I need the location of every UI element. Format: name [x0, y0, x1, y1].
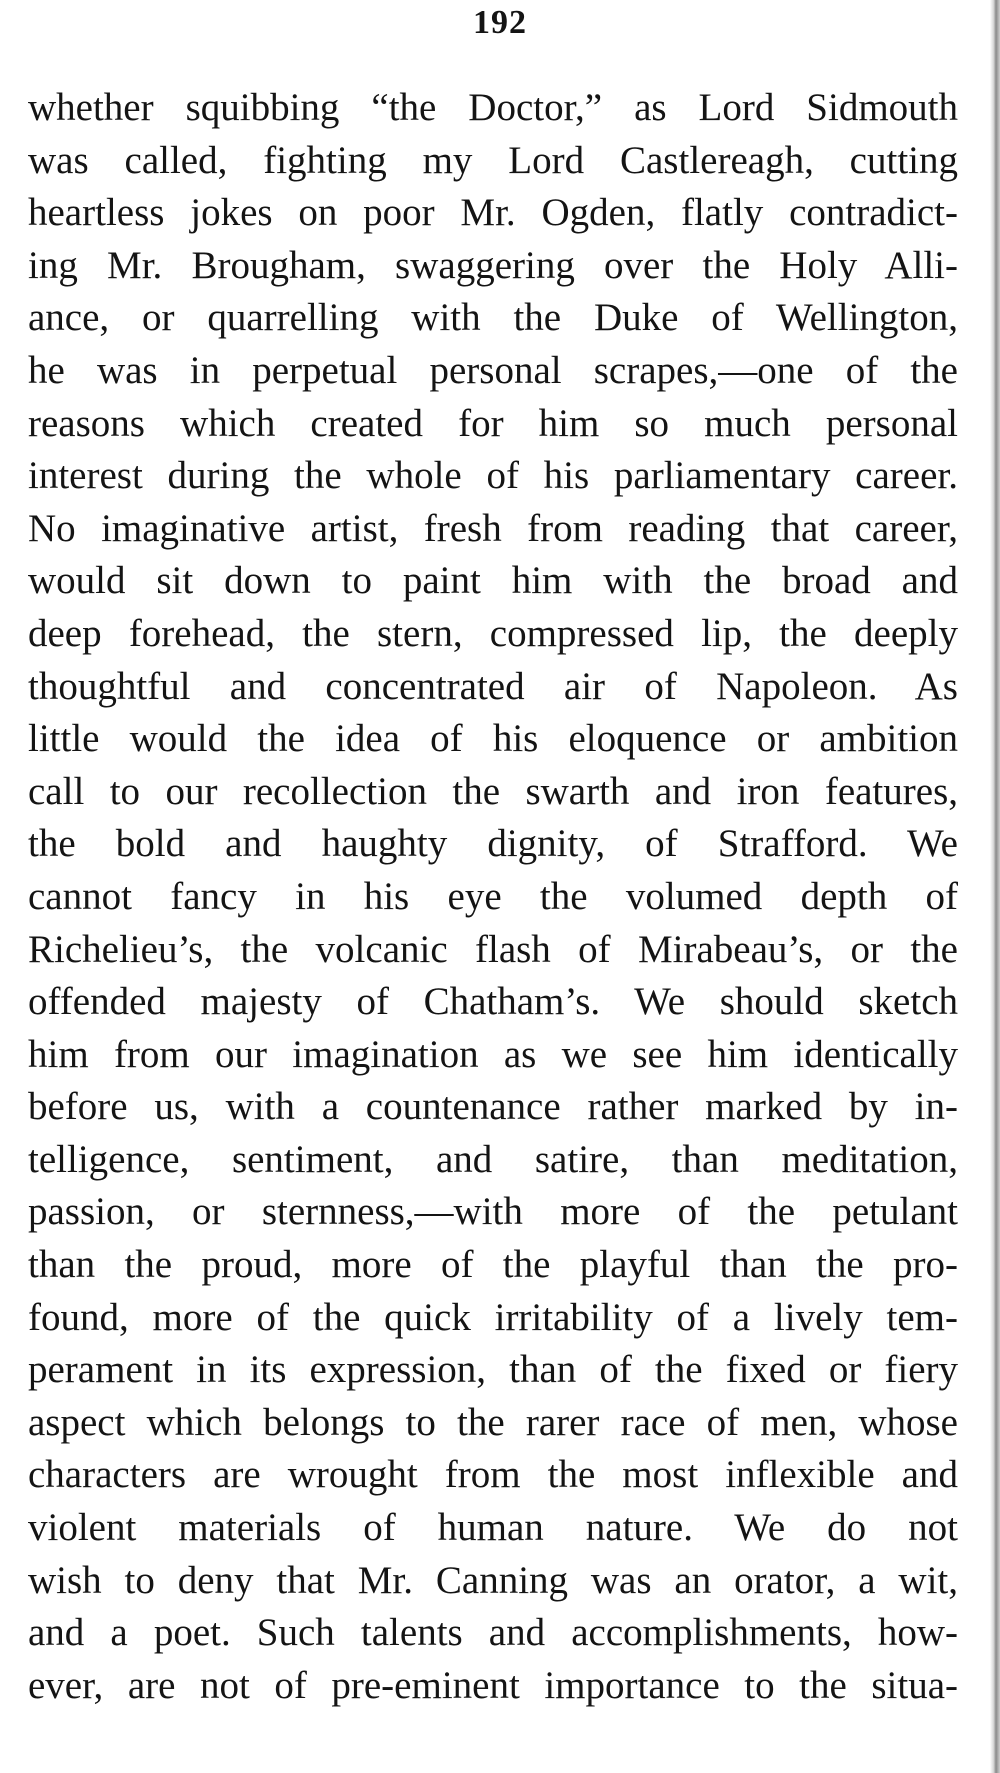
page-edge-shadow: [990, 0, 1000, 1773]
text-line: passion, or sternness,—with more of the petulant: [28, 1190, 958, 1234]
text-line: cannot fancy in his eye the volumed depth of: [28, 874, 958, 918]
text-line: before us, with a countenance rather marked by in-: [28, 1085, 958, 1129]
text-line: violent materials of human nature. We do not: [28, 1506, 958, 1550]
page-number: 192: [473, 4, 527, 41]
text-line: characters are wrought from the most inflexible and: [28, 1453, 958, 1497]
text-line: whether squibbing “the Doctor,” as Lord Sidmouth: [28, 86, 958, 129]
text-line: and a poet. Such talents and accomplishments, how-: [28, 1611, 958, 1655]
text-line: telligence, sentiment, and satire, than meditation,: [28, 1137, 958, 1181]
text-line: the bold and haughty dignity, of Strafford. We: [28, 822, 958, 866]
text-line: thoughtful and concentrated air of Napoleon. As: [28, 664, 958, 708]
text-line: would sit down to paint him with the broad and: [28, 559, 958, 603]
text-line: little would the idea of his eloquence or ambition: [28, 717, 958, 761]
text-line: interest during the whole of his parliamentary career.: [28, 454, 958, 498]
text-line: perament in its expression, than of the fixed or fiery: [28, 1348, 958, 1392]
text-line: call to our recollection the swarth and iron features,: [28, 769, 958, 813]
text-line: heartless jokes on poor Mr. Ogden, flatly contradict-: [28, 191, 958, 235]
text-line: he was in perpetual personal scrapes,—one of the: [28, 348, 958, 392]
text-line: No imaginative artist, fresh from reading that career,: [28, 506, 958, 550]
text-line: aspect which belongs to the rarer race of men, whose: [28, 1400, 958, 1444]
text-line: ever, are not of pre-eminent importance to the situa-: [28, 1663, 958, 1707]
text-line: was called, fighting my Lord Castlereagh, cutting: [28, 138, 958, 182]
text-line: him from our imagination as we see him identically: [28, 1032, 958, 1076]
text-line: deep forehead, the stern, compressed lip, the deeply: [28, 611, 958, 655]
text-line: offended majesty of Chatham’s. We should sketch: [28, 980, 958, 1024]
body-text: [28, 82, 958, 1712]
text-line: Richelieu’s, the volcanic flash of Mirabeau’s, or the: [28, 927, 958, 971]
text-line: than the proud, more of the playful than the pro-: [28, 1243, 958, 1287]
text-line: wish to deny that Mr. Canning was an orator, a wit,: [28, 1558, 958, 1602]
text-line: ing Mr. Brougham, swaggering over the Holy Alli-: [28, 243, 958, 287]
text-line: ance, or quarrelling with the Duke of Wellington,: [28, 296, 958, 340]
text-line: reasons which created for him so much personal: [28, 401, 958, 445]
text-line: found, more of the quick irritability of a lively tem-: [28, 1295, 958, 1339]
